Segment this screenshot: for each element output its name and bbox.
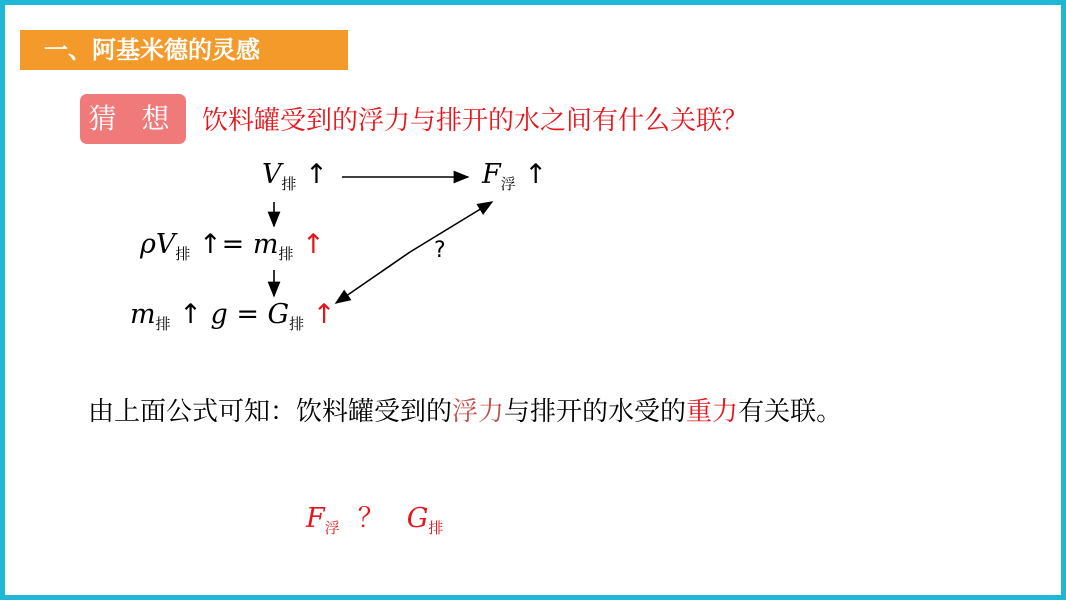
up-arrow-icon: ↑ [198,229,222,260]
red-up-arrow-icon: ↑ [302,229,325,260]
highlight-buoyancy: 浮力 [452,397,505,427]
arrow-diagonal [410,202,492,252]
buoyancy-weight-relation: $F_浮$ ？ $G_排$ [306,503,444,537]
up-arrow-icon: ↑ [305,159,328,190]
formula-weight: $m_排$ ↑ $g = G_排$ ↑ [130,299,336,333]
highlight-gravity: 重力 [686,397,739,427]
formula-mass: $\rho V_排$ ↑= $m_排$ ↑ [140,229,325,263]
question-text: 饮料罐受到的浮力与排开的水之间有什么关联？ [202,106,749,136]
diagonal-question-mark: ? [434,238,446,263]
up-arrow-icon: ↑ [524,159,547,190]
conclusion-text: 由上面公式可知：饮料罐受到的浮力与排开的水受的重力有关联。 [88,397,843,427]
arrow-diagonal-back [336,252,410,303]
guess-label: 猜 想 [80,94,186,144]
formula-v-displaced: $V_排$ ↑ [262,159,328,193]
section-title: 一、阿基米德的灵感 [20,30,348,70]
up-arrow-icon: ↑ [179,299,202,330]
formula-buoyancy: $F_浮$ ↑ [482,159,547,193]
red-up-arrow-icon: ↑ [312,299,336,330]
